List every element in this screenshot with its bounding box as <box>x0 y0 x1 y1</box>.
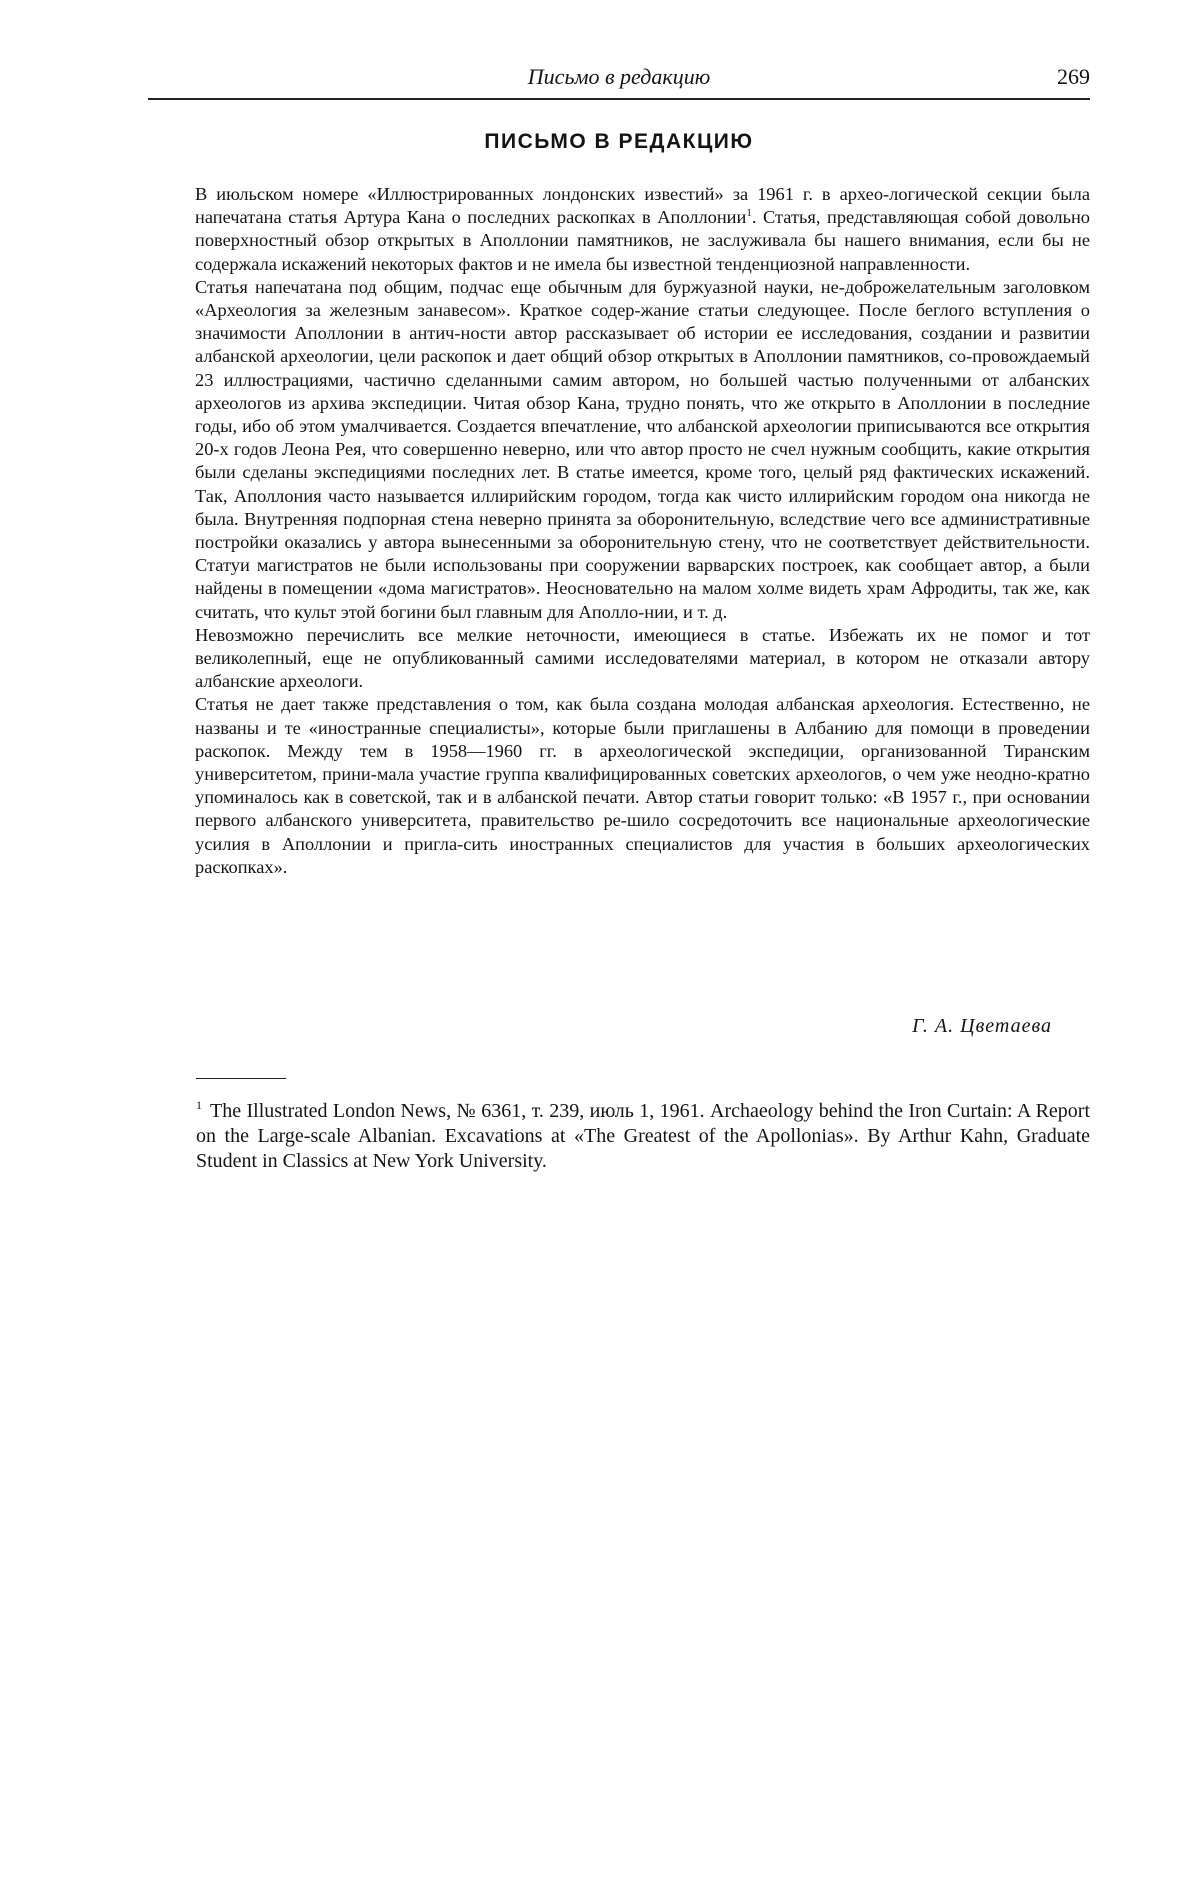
paragraph-4: Статья не дает также представления о том, как была создана молодая албанская археология. Естественно, не названы и те «иностранные специалисты», которые были приглашены в Албанию для помощи в проведении раскопок. Между тем в 1958—1960 гг. в археологической экспедиции, организованной Тиранским университетом, прини-мала участие группа квалифицированных советских археологов, о чем уже неодно-кратно упоминалось как в советской, так и в албанской печати. Автор статьи говорит только: «В 1957 г., при основании первого албанского университета, правительство ре-шило сосредоточить все национальные археологические усилия в Аполлонии и пригла-сить иностранных специалистов для участия в больших археологических раскопках». <box>195 694 1090 877</box>
letter-body <box>195 183 1090 879</box>
footnote <box>196 1099 1090 1174</box>
footnote-reference: 1 <box>746 207 752 220</box>
footnote-text: The Illustrated London News, № 6361, т. 239, июль 1, 1961. Archaeology behind the Iron Curtain: A Report on the Large-scale Albanian. Excavations at «The Greatest of the Apollonias». By Arthur Kahn, Graduate Student in Classics at New York University. <box>196 1100 1090 1172</box>
paragraph-1-text: В июльском номере «Иллюстрированных лондонских известий» за 1961 г. в архео-логической секции была напечатана статья Артура Кана о последних раскопках в Аполлонии <box>195 184 1090 228</box>
author-signature: Г. А. Цветаева <box>912 1015 1052 1037</box>
running-head <box>148 62 1090 100</box>
footnote-mark: 1 <box>196 1098 202 1113</box>
letter-title: ПИСЬМО В РЕДАКЦИЮ <box>484 130 754 153</box>
page-number: 269 <box>1057 64 1090 89</box>
footnote-divider <box>196 1078 286 1079</box>
paragraph-1 <box>195 183 1090 276</box>
paragraph-2: Статья напечатана под общим, подчас еще обычным для буржуазной науки, не-доброжелательным заголовком «Археология за железным занавесом». Краткое содер-жание статьи следующее. После беглого вступления о значимости Аполлонии в антич-ности автор рассказывает об истории ее исследования, создании и развитии албанской археологии, цели раскопок и дает общий обзор открытых в Аполлонии памятников, со-провождаемый 23 иллюстрациями, частично сделанными самим автором, но большей частью полученными от албанских археологов из архива экспедиции. Читая обзор Кана, трудно понять, что же открыто в Аполлонии в последние годы, ибо об этом умалчивается. Создается впечатление, что албанской археологии приписываются все открытия 20-х годов Леона Рея, что совершенно неверно, или что автор просто не счел нужным сообщить, какие открытия были сделаны экспедициями последних лет. В статье имеется, кроме того, целый ряд фактических искажений. Так, Аполлония часто называется иллирийским городом, тогда как чисто иллирийским городом она никогда не была. Внутренняя подпорная стена неверно принята за оборонительную, вследствие чего все административные постройки оказались у автора вынесенными за оборонительную стену, что не соответствует действительности. Статуи магистратов не были использованы при сооружении варварских построек, как сообщает автор, а были найдены в помещении «дома магистратов». Неосновательно на малом холме видеть храм Афродиты, так же, как считать, что культ этой богини был главным для Аполло-нии, и т. д. <box>195 276 1090 622</box>
paragraph-1-tail: . Статья, представляющая собой довольно поверхностный обзор открытых в Аполлонии памятников, не заслуживала бы нашего внимания, если бы не содержала искажений некоторых фактов и не имела бы известной тенденциозной направленности. <box>195 207 1090 274</box>
running-title: Письмо в редакцию <box>527 64 711 89</box>
paragraph-3: Невозможно перечислить все мелкие неточности, имеющиеся в статье. Избежать их не помог и тот великолепный, еще не опубликованный самими исследователями материал, в котором не отказали автору албанские археологи. <box>195 624 1090 692</box>
